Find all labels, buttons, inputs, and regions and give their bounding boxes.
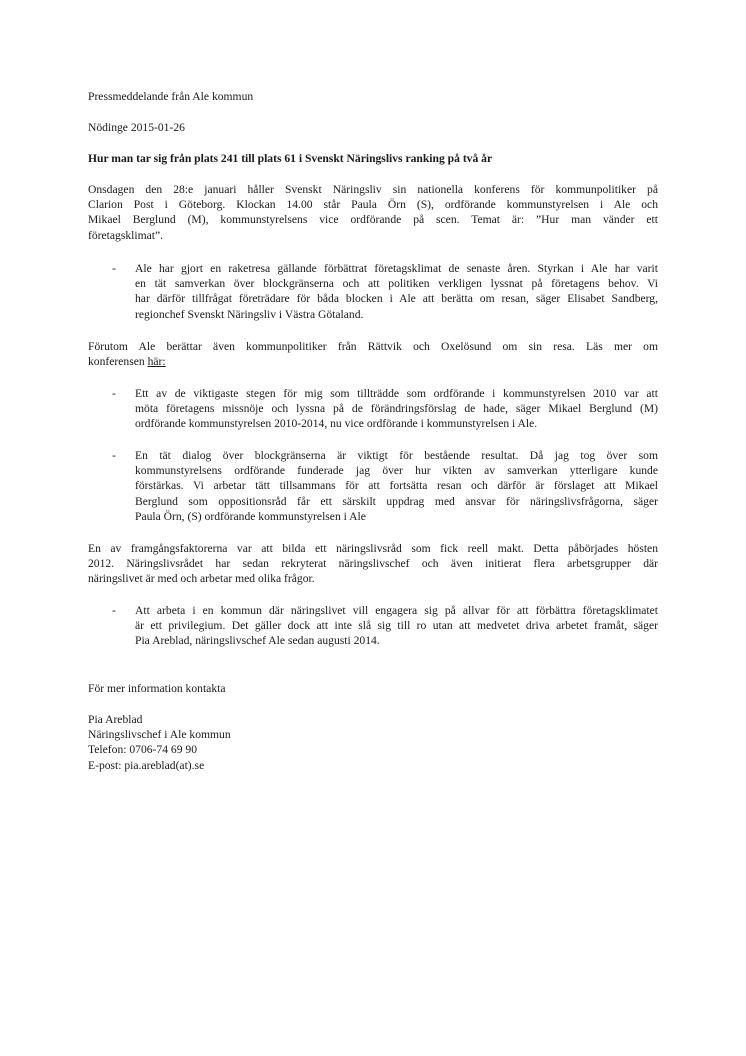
bullet-dash: - <box>112 449 116 462</box>
quote-line: har därför tillfrågat företrädare för båda blocken i Ale att berätta om resan, säger Elisabet Sandberg, <box>135 292 658 306</box>
contact-heading: För mer information kontakta <box>88 682 226 695</box>
quote-text <box>135 261 658 322</box>
quote-text <box>135 448 658 524</box>
source-line: Pressmeddelande från Ale kommun <box>88 90 254 103</box>
quote-line: Berglund som oppositionsråd får ett särskilt uppdrag med ansvar för näringslivsfrågorna, säger <box>135 494 658 508</box>
quote-text <box>135 603 658 649</box>
headline: Hur man tar sig från plats 241 till plats 61 i Svenskt Näringslivs ranking på två år <box>88 152 493 165</box>
paragraph-line: Förutom Ale berättar även kommunpolitiker från Rättvik och Oxelösund om sin resa. Läs mer om <box>88 340 658 353</box>
quote-line: En tät dialog över blockgränserna är viktigt för bestående resultat. Då jag tog över som <box>135 449 658 462</box>
paragraph-line-prefix: konferensen <box>88 355 148 369</box>
conference-link[interactable]: här: <box>147 355 166 369</box>
contact-block <box>88 712 658 773</box>
quote-line: kommunstyrelsens ordförande funderade jag över hur vikten av samverkan ytterligare kunde <box>135 464 658 478</box>
quote-line: Ett av de viktigaste stegen för mig som tillträdde som ordförande i kommunstyrelsen 2010 var att <box>135 387 658 400</box>
intro-line: företagsklimat”. <box>88 228 164 242</box>
intro-line: Clarion Post i Göteborg. Klockan 14.00 står Paula Örn (S), ordförande kommunstyrelsen i Ale och <box>88 198 658 212</box>
bullet-dash: - <box>112 387 116 400</box>
bullet-dash: - <box>112 262 116 275</box>
quote-text <box>135 386 658 432</box>
intro-line: Mikael Berglund (M), kommunstyrelsens vice ordförande på scen. Temat är: ”Hur man vänder ett <box>88 213 658 227</box>
paragraph-other-municipalities <box>88 339 658 369</box>
quote-line: möta företagens missnöje och lyssna på de förändringsförslag de hade, säger Mikael Berglund (M) <box>135 402 658 416</box>
quote-line: Att arbeta i en kommun där näringslivet vill engagera sig på allvar för att förbättra företagsklimatet <box>135 604 658 617</box>
contact-phone: Telefon: 0706-74 69 90 <box>88 743 197 757</box>
intro-line: Onsdagen den 28:e januari håller Svenskt Näringsliv sin nationella konferens för kommunpolitiker på <box>88 183 658 196</box>
intro-paragraph <box>88 182 658 243</box>
quote-line: Ale har gjort en raketresa gällande förbättrat företagsklimat de senaste åren. Styrkan i Ale har varit <box>135 262 658 275</box>
paragraph-business-council <box>88 541 658 587</box>
paragraph-line: 2012. Näringslivsrådet har sedan rekryterat näringslivschef och även initierat flera arbetsgrupper där <box>88 557 658 571</box>
quote-line: en tät samverkan över blockgränserna och att politiken verkligen lyssnat på företagens behov. Vi <box>135 277 658 291</box>
quote-line: Paula Örn, (S) ordförande kommunstyrelsen i Ale <box>135 509 366 523</box>
quote-line: förstärkas. Vi arbetar tätt tillsammans för att fortsätta resan och därför är förslaget att Mikael <box>135 479 658 493</box>
quote-line: regionchef Svenskt Näringsliv i Västra Götaland. <box>135 307 364 321</box>
contact-name: Pia Areblad <box>88 713 143 726</box>
paragraph-line: En av framgångsfaktorerna var att bilda ett näringslivsråd som fick reell makt. Detta påbörjades hösten <box>88 542 658 555</box>
dateline: Nödinge 2015-01-26 <box>88 121 185 134</box>
quote-line: ordförande kommunstyrelsen 2010-2014, nu vice ordförande i kommunstyrelsen i Ale. <box>135 417 538 431</box>
paragraph-line: näringslivet är med och arbetar med olika frågor. <box>88 572 315 586</box>
quote-line: är ett privilegium. Det gäller dock att inte slå sig till ro utan att medvetet driva arbetet framåt, säger <box>135 619 658 633</box>
bullet-dash: - <box>112 604 116 617</box>
contact-email: E-post: pia.areblad(at).se <box>88 758 205 772</box>
quote-line: Pia Areblad, näringslivschef Ale sedan augusti 2014. <box>135 634 380 648</box>
contact-title: Näringslivschef i Ale kommun <box>88 728 231 742</box>
